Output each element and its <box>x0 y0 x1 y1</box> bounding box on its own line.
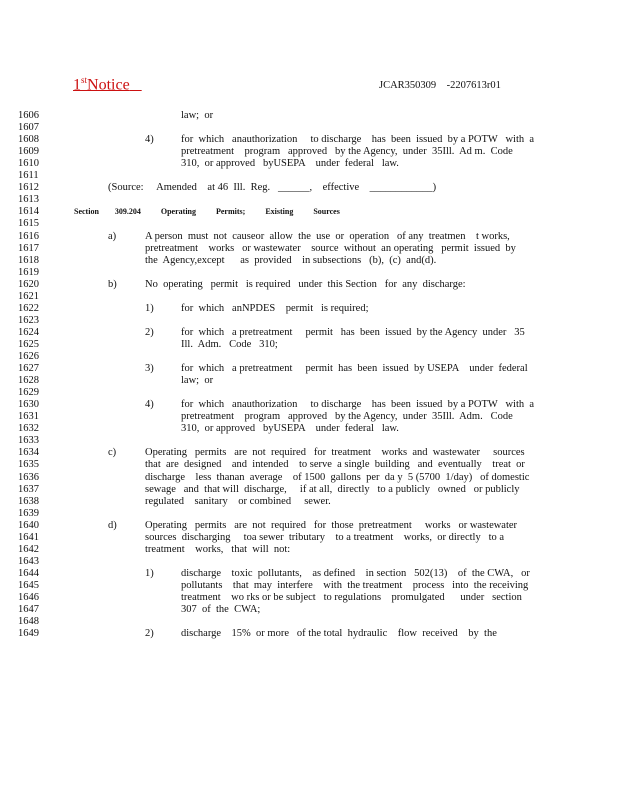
line-number: 1638 <box>18 495 39 507</box>
line-number: 1627 <box>18 363 39 375</box>
text-line: Operating permits are not required for treatment works and wastewater sources <box>145 447 525 459</box>
text-line: sources discharging toa sewer tributary to a treatment works, or directly to a <box>145 531 505 543</box>
section-heading: Section 309.204 Operating Permits; Existing Sources <box>74 207 340 217</box>
line-number: 1634 <box>18 447 39 459</box>
text-line: pollutants that may interfere with the treatment process into the receiving <box>181 579 529 591</box>
text-line: (Source: Amended at 46 Ill. Reg. ______, effective ____________) <box>108 182 437 194</box>
line-number: 1649 <box>18 628 39 640</box>
line-number: 1623 <box>18 314 39 326</box>
text-line: discharge less thanan average of 1500 gallons per da y 5 (5700 1/day) of domestic <box>145 471 530 483</box>
line-number: 1632 <box>18 423 39 435</box>
text-line: 1) <box>145 302 154 314</box>
notice-number: 1 <box>73 76 81 94</box>
notice-ordinal-suffix: st <box>81 75 88 85</box>
line-number: 1628 <box>18 375 39 387</box>
text-line: discharge 15% or more of the total hydraulic flow received by the <box>181 628 497 640</box>
line-number: 1614 <box>18 206 39 218</box>
line-number: 1611 <box>18 170 39 182</box>
text-line: No operating permit is required under this Section for any discharge: <box>145 278 466 290</box>
line-number: 1620 <box>18 278 39 290</box>
line-number: 1609 <box>18 146 39 158</box>
line-number: 1610 <box>18 158 39 170</box>
text-line: 1) <box>145 567 154 579</box>
line-number: 1625 <box>18 338 39 350</box>
line-number: 1648 <box>18 616 39 628</box>
line-number: 1641 <box>18 531 39 543</box>
text-line: 4) <box>145 399 154 411</box>
line-number: 1633 <box>18 435 39 447</box>
text-line: 2) <box>145 628 154 640</box>
text-line: 310, or approved byUSEPA under federal law. <box>181 158 399 170</box>
line-number: 1644 <box>18 567 39 579</box>
line-number: 1642 <box>18 543 39 555</box>
line-number: 1608 <box>18 134 39 146</box>
line-number: 1619 <box>18 266 39 278</box>
line-number: 1629 <box>18 387 39 399</box>
text-line: 310, or approved byUSEPA under federal law. <box>181 423 399 435</box>
text-line: for which anauthorization to discharge has been issued by a POTW with a <box>181 399 535 411</box>
text-line: 307 of the CWA; <box>181 604 261 616</box>
line-number: 1626 <box>18 351 39 362</box>
line-number: 1647 <box>18 604 39 616</box>
line-number: 1615 <box>18 218 39 230</box>
line-number: 1612 <box>18 182 39 194</box>
notice-word: Notice <box>87 76 130 94</box>
text-line: law; or <box>181 110 214 121</box>
text-line: a) <box>108 230 117 242</box>
text-line: 2) <box>145 326 154 338</box>
line-number: 1631 <box>18 411 39 423</box>
line-number: 1635 <box>18 459 39 471</box>
document-id: JCAR350309 -2207613r01 <box>379 80 501 91</box>
line-number: 1613 <box>18 194 39 206</box>
text-line: b) <box>108 278 117 290</box>
text-line: pretreatment program approved by the Agency, under 35Ill. Adm. Code <box>181 411 513 423</box>
line-number: 1607 <box>18 122 39 134</box>
text-line: A person must not causeor allow the use or operation of any treatmen t works, <box>145 230 510 242</box>
line-number: 1630 <box>18 399 39 411</box>
line-number: 1639 <box>18 507 39 519</box>
line-number: 1622 <box>18 302 39 314</box>
line-number: 1621 <box>18 290 39 302</box>
text-line: pretreatment works or wastewater source without an operating permit issued by <box>145 242 516 254</box>
line-number: 1624 <box>18 326 39 338</box>
text-line: that are designed and intended to serve a single building and eventually treat or <box>145 459 525 471</box>
line-number: 1606 <box>18 110 39 121</box>
text-line: c) <box>108 447 117 459</box>
text-line: for which a pretreatment permit has been issued by the Agency under 35 <box>181 326 525 338</box>
line-number: 1616 <box>18 230 39 242</box>
text-line: for which anNPDES permit is required; <box>181 302 369 314</box>
line-number: 1636 <box>18 471 39 483</box>
text-line: treatment works, that will not: <box>145 543 291 555</box>
text-line: 3) <box>145 363 154 375</box>
text-line: the Agency,except as provided in subsections (b), (c) and(d). <box>145 254 437 266</box>
line-number: 1646 <box>18 592 39 603</box>
line-number: 1637 <box>18 483 39 495</box>
text-line: discharge toxic pollutants, as defined in section 502(13) of the CWA, or <box>181 567 530 579</box>
text-line: for which anauthorization to discharge has been issued by a POTW with a <box>181 134 535 146</box>
line-number: 1645 <box>18 579 39 591</box>
line-number: 1618 <box>18 254 39 266</box>
text-line: sewage and that will discharge, if at all, directly to a publicly owned or publicly <box>145 483 520 495</box>
text-line: law; or <box>181 375 214 387</box>
line-number: 1640 <box>18 519 39 531</box>
text-line: 4) <box>145 134 154 146</box>
text-line: regulated sanitary or combined sewer. <box>145 495 331 507</box>
text-line: pretreatment program approved by the Agency, under 35Ill. Ad m. Code <box>181 146 513 158</box>
text-line: Ill. Adm. Code 310; <box>181 338 278 350</box>
line-number: 1617 <box>18 242 39 254</box>
notice-label <box>73 75 142 94</box>
text-line: Operating permits are not required for those pretreatment works or wastewater <box>145 519 518 531</box>
line-number: 1643 <box>18 555 39 567</box>
text-line: d) <box>108 519 117 531</box>
text-line: for which a pretreatment permit has been issued by USEPA under federal <box>181 363 528 375</box>
text-line: treatment wo rks or be subject to regulations promulgated under section <box>181 592 522 603</box>
